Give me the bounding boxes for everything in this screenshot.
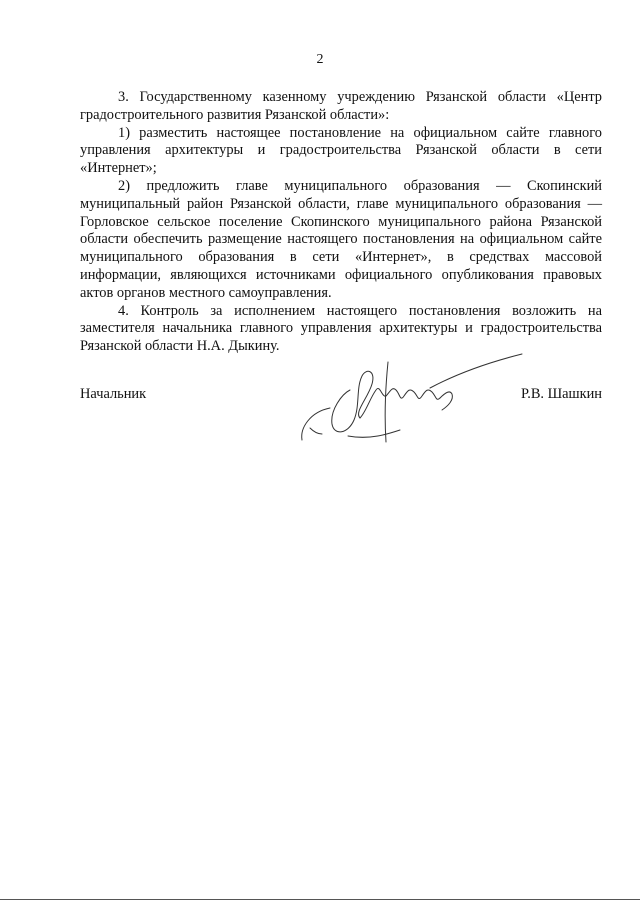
page-number: 2 xyxy=(316,52,324,67)
paragraph-3-1: 1) разместить настоящее постановление на официальном сайте главного управления архитектуры и градостроительства Рязанской области в сети «Интернет»; xyxy=(80,124,602,177)
signatory-title: Начальник xyxy=(80,386,147,402)
handwritten-signature xyxy=(290,332,530,452)
paragraph-3: 3. Государственному казенному учреждению Рязанской области «Центр градостроительного развития Рязанской области»: xyxy=(80,89,602,123)
paragraph-4: 4. Контроль за исполнением настоящего постановления возложить на заместителя начальника главного управления архитектуры и градостроительства Рязанской области Н.А. Дыкину. xyxy=(80,302,602,355)
signatory-name: Р.В. Шашкин xyxy=(521,386,602,402)
bottom-border-line xyxy=(0,899,640,900)
document-body xyxy=(80,89,602,356)
paragraph-3-2: 2) предложить главе муниципального образования — Скопинский муниципальный район Рязанской области, главе муниципального образования — Горловское сельское поселение Скопинского муниципального района Рязанской области обеспечить размещение настоящего постановления на официальном сайте муниципального образования в сети «Интернет», в средствах массовой информации, являющихся источниками официального опубликования правовых актов органов местного самоуправления. xyxy=(80,177,602,301)
